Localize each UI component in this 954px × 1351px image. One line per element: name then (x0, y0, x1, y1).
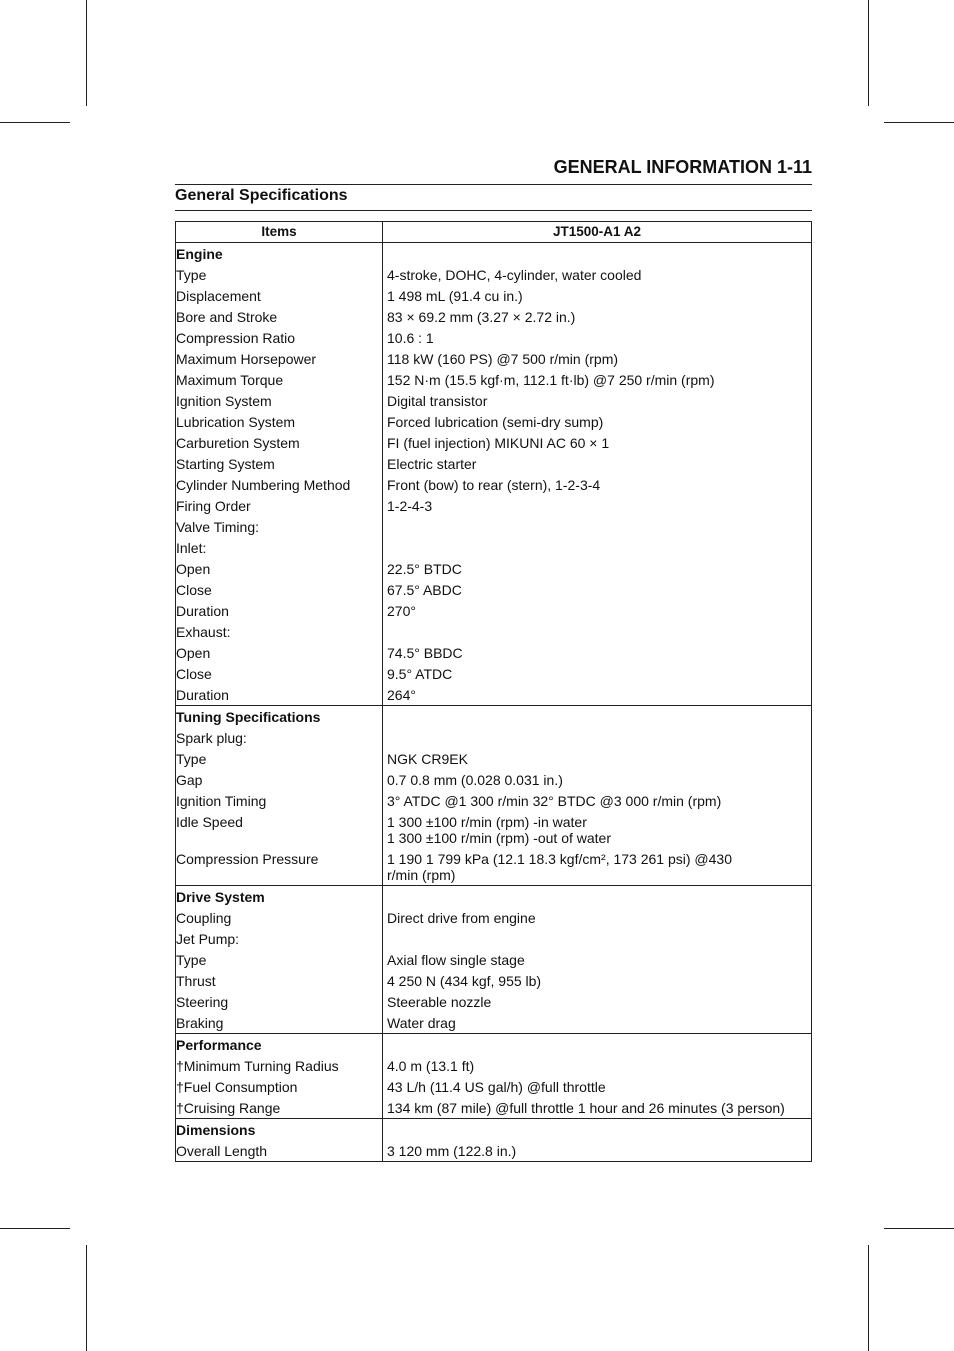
item-value (383, 1076, 812, 1097)
table-row (176, 348, 812, 369)
table-row (176, 1055, 812, 1076)
section-label: Tuning Specifications (176, 706, 383, 728)
table-row (176, 411, 812, 432)
item-label: Type (176, 748, 383, 769)
item-value (383, 621, 812, 642)
table-row (176, 285, 812, 306)
value-line: 83 × 69.2 mm (3.27 × 2.72 in.) (387, 309, 576, 325)
value-line: 9.5° ATDC (387, 666, 453, 682)
table-row (176, 1076, 812, 1097)
value-line: 10.6 : 1 (387, 330, 434, 346)
table-row (176, 748, 812, 769)
crop-mark (884, 122, 954, 123)
value-line: Digital transistor (387, 393, 488, 409)
section-heading (175, 184, 812, 211)
item-label: Bore and Stroke (176, 306, 383, 327)
item-value (383, 285, 812, 306)
item-value (383, 558, 812, 579)
table-row (176, 991, 812, 1012)
table-row (176, 327, 812, 348)
crop-mark (868, 0, 869, 106)
item-value (383, 243, 812, 265)
item-label: Gap (176, 769, 383, 790)
crop-mark (86, 0, 87, 106)
value-line: FI (fuel injection) MIKUNI AC 60 × 1 (387, 435, 610, 451)
specifications-table (175, 221, 812, 1162)
table-row (176, 684, 812, 706)
item-label: Lubrication System (176, 411, 383, 432)
value-line: 0.7 0.8 mm (0.028 0.031 in.) (387, 772, 563, 788)
item-value (383, 390, 812, 411)
value-line: Front (bow) to rear (stern), 1-2-3-4 (387, 477, 601, 493)
page-header (175, 156, 812, 185)
item-label: Overall Length (176, 1140, 383, 1162)
table-header-row (176, 222, 812, 243)
item-label: Duration (176, 684, 383, 706)
item-label: Starting System (176, 453, 383, 474)
item-value (383, 970, 812, 991)
section-label: Dimensions (176, 1119, 383, 1141)
item-value (383, 769, 812, 790)
item-label: Open (176, 558, 383, 579)
value-line: 4 250 N (434 kgf, 955 lb) (387, 973, 542, 989)
value-line: Direct drive from engine (387, 910, 536, 926)
item-label: Cylinder Numbering Method (176, 474, 383, 495)
item-label: Thrust (176, 970, 383, 991)
item-label: Jet Pump: (176, 928, 383, 949)
value-line: 4-stroke, DOHC, 4-cylinder, water cooled (387, 267, 642, 283)
table-row (176, 811, 812, 848)
item-value (383, 516, 812, 537)
table-row (176, 453, 812, 474)
item-label: Displacement (176, 285, 383, 306)
table-row (176, 495, 812, 516)
crop-mark (0, 1228, 70, 1229)
column-header-model: JT1500-A1 A2 (383, 222, 812, 243)
section-label: Drive System (176, 886, 383, 908)
value-line: 1 300 ±100 r/min (rpm) -out of water (387, 830, 611, 846)
item-label: Maximum Horsepower (176, 348, 383, 369)
item-value (383, 642, 812, 663)
table-row (176, 579, 812, 600)
section-label: Engine (176, 243, 383, 265)
value-line: 67.5° ABDC (387, 582, 462, 598)
item-value (383, 411, 812, 432)
item-label: Firing Order (176, 495, 383, 516)
item-value (383, 264, 812, 285)
table-row (176, 790, 812, 811)
item-value (383, 1140, 812, 1162)
item-label: Braking (176, 1012, 383, 1034)
crop-mark (0, 122, 70, 123)
item-value (383, 727, 812, 748)
page-title: GENERAL INFORMATION 1-11 (553, 157, 812, 177)
value-line: Forced lubrication (semi-dry sump) (387, 414, 604, 430)
table-row (176, 558, 812, 579)
item-value (383, 432, 812, 453)
table-row (176, 769, 812, 790)
item-label: Compression Pressure (176, 848, 383, 886)
table-row (176, 970, 812, 991)
item-value (383, 453, 812, 474)
value-line: 1-2-4-3 (387, 498, 433, 514)
value-line: 43 L/h (11.4 US gal/h) @full throttle (387, 1079, 606, 1095)
table-row (176, 474, 812, 495)
item-label: †Cruising Range (176, 1097, 383, 1119)
item-value (383, 991, 812, 1012)
value-line: 22.5° BTDC (387, 561, 462, 577)
item-label: Compression Ratio (176, 327, 383, 348)
value-line: 118 kW (160 PS) @7 500 r/min (rpm) (387, 351, 619, 367)
item-label: Close (176, 579, 383, 600)
value-line: r/min (rpm) (387, 867, 456, 883)
table-row (176, 1140, 812, 1162)
table-row (176, 621, 812, 642)
item-value (383, 663, 812, 684)
item-value (383, 495, 812, 516)
item-label: Ignition Timing (176, 790, 383, 811)
item-value (383, 474, 812, 495)
value-line: Water drag (387, 1015, 456, 1031)
value-line: Steerable nozzle (387, 994, 492, 1010)
item-value (383, 928, 812, 949)
table-section-row (176, 1034, 812, 1056)
item-value (383, 306, 812, 327)
crop-mark (86, 1245, 87, 1351)
item-value (383, 706, 812, 728)
table-section-row (176, 706, 812, 728)
item-label: †Fuel Consumption (176, 1076, 383, 1097)
value-line: 3 120 mm (122.8 in.) (387, 1143, 517, 1159)
table-row (176, 264, 812, 285)
value-line: 152 N·m (15.5 kgf·m, 112.1 ft·lb) @7 250 r/min (rpm) (387, 372, 715, 388)
table-row (176, 848, 812, 886)
item-value (383, 748, 812, 769)
value-line: 134 km (87 mile) @full throttle 1 hour and 26 minutes (3 person) (387, 1100, 785, 1116)
item-value (383, 886, 812, 908)
item-label: Open (176, 642, 383, 663)
value-line: 3° ATDC @1 300 r/min 32° BTDC @3 000 r/min (rpm) (387, 793, 722, 809)
value-line: 1 190 1 799 kPa (12.1 18.3 kgf/cm², 173 261 psi) @430 (387, 851, 732, 867)
item-label: Ignition System (176, 390, 383, 411)
table-row (176, 907, 812, 928)
section-label: Performance (176, 1034, 383, 1056)
item-label: †Minimum Turning Radius (176, 1055, 383, 1076)
table-section-row (176, 886, 812, 908)
crop-mark (884, 1228, 954, 1229)
section-title: General Specifications (175, 187, 348, 204)
table-row (176, 432, 812, 453)
table-row (176, 642, 812, 663)
table-section-row (176, 1119, 812, 1141)
item-value (383, 1034, 812, 1056)
item-label: Duration (176, 600, 383, 621)
item-label: Maximum Torque (176, 369, 383, 390)
item-value (383, 790, 812, 811)
item-value (383, 1119, 812, 1141)
item-label: Spark plug: (176, 727, 383, 748)
item-value (383, 327, 812, 348)
item-value (383, 949, 812, 970)
item-label: Valve Timing: (176, 516, 383, 537)
item-label: Type (176, 264, 383, 285)
table-body (176, 243, 812, 1162)
item-value (383, 348, 812, 369)
table-row (176, 928, 812, 949)
table-row (176, 600, 812, 621)
item-value (383, 600, 812, 621)
value-line: Electric starter (387, 456, 477, 472)
item-label: Idle Speed (176, 811, 383, 848)
crop-mark (868, 1245, 869, 1351)
item-label: Close (176, 663, 383, 684)
table-row (176, 537, 812, 558)
item-value (383, 579, 812, 600)
item-value (383, 684, 812, 706)
item-label: Exhaust: (176, 621, 383, 642)
item-label: Steering (176, 991, 383, 1012)
table-row (176, 1012, 812, 1034)
item-label: Inlet: (176, 537, 383, 558)
value-line: NGK CR9EK (387, 751, 468, 767)
item-label: Coupling (176, 907, 383, 928)
value-line: 264° (387, 687, 416, 703)
column-header-items: Items (176, 222, 383, 243)
table-row (176, 369, 812, 390)
item-value (383, 848, 812, 886)
item-value (383, 369, 812, 390)
value-line: 4.0 m (13.1 ft) (387, 1058, 475, 1074)
value-line: 270° (387, 603, 416, 619)
value-line: 74.5° BBDC (387, 645, 463, 661)
item-value (383, 537, 812, 558)
table-row (176, 390, 812, 411)
value-line: 1 300 ±100 r/min (rpm) -in water (387, 814, 587, 830)
item-value (383, 1055, 812, 1076)
table-section-row (176, 243, 812, 265)
value-line: Axial flow single stage (387, 952, 525, 968)
table-row (176, 306, 812, 327)
table-row (176, 663, 812, 684)
item-value (383, 1097, 812, 1119)
table-row (176, 949, 812, 970)
value-line: 1 498 mL (91.4 cu in.) (387, 288, 523, 304)
item-label: Carburetion System (176, 432, 383, 453)
item-value (383, 811, 812, 848)
item-label: Type (176, 949, 383, 970)
table-row (176, 727, 812, 748)
table-row (176, 1097, 812, 1119)
item-value (383, 907, 812, 928)
item-value (383, 1012, 812, 1034)
table-row (176, 516, 812, 537)
